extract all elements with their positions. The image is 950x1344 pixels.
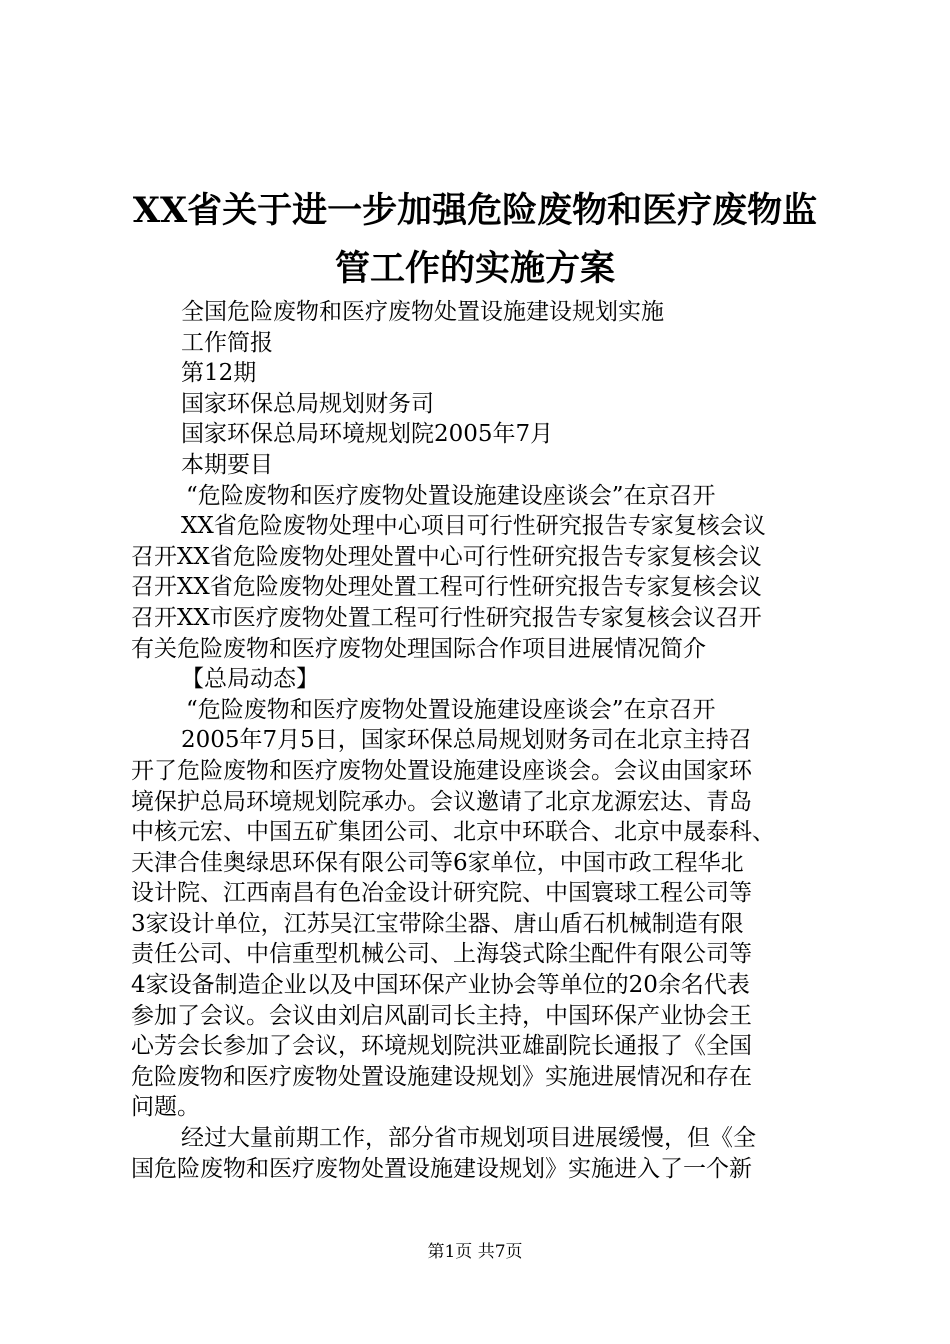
document-body (131, 297, 831, 1184)
page-footer: 第1页 共7页 (427, 1242, 523, 1262)
body-line: 开了危险废物和医疗废物处置设施建设座谈会。会议由国家环 (131, 757, 752, 784)
body-line: 有关危险废物和医疗废物处理国际合作项目进展情况简介 (131, 635, 706, 662)
body-line: 4家设备制造企业以及中国环保产业协会等单位的20余名代表 (131, 972, 750, 999)
body-line: 召开XX省危险废物处理处置中心可行性研究报告专家复核会议 (131, 543, 762, 570)
body-line: 中核元宏、中国五矿集团公司、北京中环联合、北京中晟泰科、 (131, 819, 775, 846)
body-line: 召开XX市医疗废物处置工程可行性研究报告专家复核会议召开 (131, 604, 762, 631)
document-title-line-2: 管工作的实施方案 (334, 248, 615, 289)
body-line: 国家环保总局规划财务司 (181, 390, 434, 417)
body-line: 本期要目 (181, 451, 273, 478)
body-line: 工作简报 (181, 329, 273, 356)
body-line: 天津合佳奥绿思环保有限公司等6家单位，中国市政工程华北 (131, 849, 744, 876)
body-line: 3家设计单位，江苏吴江宝带除尘器、唐山盾石机械制造有限 (131, 910, 744, 937)
body-line: 心芳会长参加了会议，环境规划院洪亚雄副院长通报了《全国 (131, 1033, 752, 1060)
body-line: 设计院、江西南昌有色冶金设计研究院、中国寰球工程公司等 (131, 880, 752, 907)
body-line: 全国危险废物和医疗废物处置设施建设规划实施 (181, 299, 664, 325)
body-line: “危险废物和医疗废物处置设施建设座谈会”在京召开 (186, 482, 716, 509)
body-line: “危险废物和医疗废物处置设施建设座谈会”在京召开 (186, 696, 716, 723)
document-title-line-1: XX省关于进一步加强危险废物和医疗废物监 (132, 190, 818, 231)
body-line: 境保护总局环境规划院承办。会议邀请了北京龙源宏达、青岛 (131, 788, 752, 815)
body-line: 问题。 (131, 1094, 200, 1121)
section-heading: 【总局动态】 (181, 666, 319, 693)
body-line: 2005年7月5日，国家环保总局规划财务司在北京主持召 (181, 727, 752, 754)
body-line: XX省危险废物处理中心项目可行性研究报告专家复核会议 (181, 513, 766, 540)
body-line: 国家环保总局环境规划院2005年7月 (181, 421, 554, 448)
body-line: 国危险废物和医疗废物处置设施建设规划》实施进入了一个新 (131, 1155, 752, 1182)
body-line: 召开XX省危险废物处理处置工程可行性研究报告专家复核会议 (131, 574, 762, 601)
body-line: 第12期 (181, 360, 257, 387)
body-line: 参加了会议。会议由刘启风副司长主持，中国环保产业协会王 (131, 1002, 752, 1029)
body-line: 责任公司、中信重型机械公司、上海袋式除尘配件有限公司等 (131, 941, 752, 968)
body-line: 危险废物和医疗废物处置设施建设规划》实施进展情况和存在 (131, 1063, 752, 1090)
body-line: 经过大量前期工作，部分省市规划项目进展缓慢，但《全 (181, 1125, 756, 1152)
